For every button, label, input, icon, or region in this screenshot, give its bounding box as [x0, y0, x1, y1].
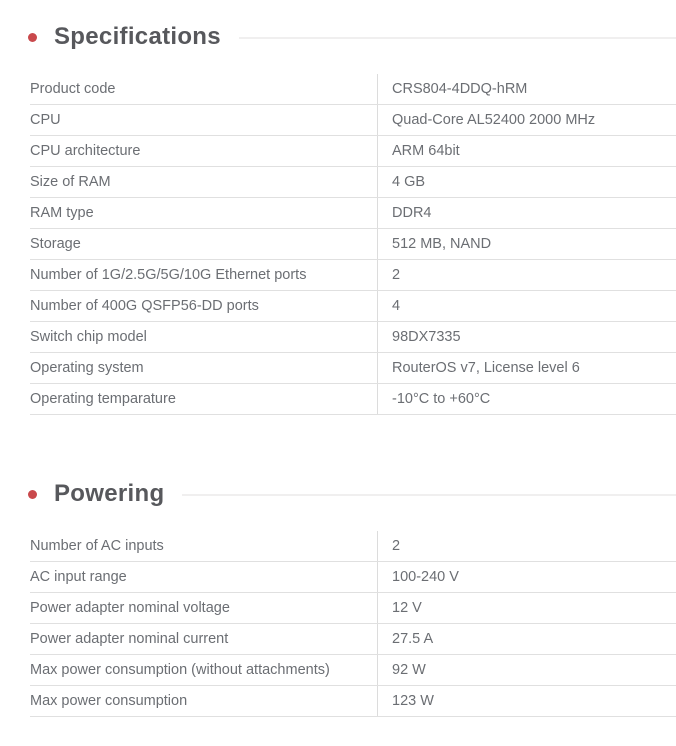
powering-table: [30, 531, 676, 717]
spec-value: 2: [377, 260, 676, 290]
spec-label: Number of AC inputs: [30, 538, 164, 554]
spec-label: CPU: [30, 112, 61, 128]
spec-value: 512 MB, NAND: [377, 229, 676, 259]
table-row: [30, 322, 676, 353]
spec-value: ARM 64bit: [377, 136, 676, 166]
table-row: [30, 167, 676, 198]
spec-value: 98DX7335: [377, 322, 676, 352]
table-row: [30, 562, 676, 593]
table-row: [30, 229, 676, 260]
spec-value: 12 V: [377, 593, 676, 623]
spec-label: Operating temparature: [30, 391, 176, 407]
table-row: [30, 655, 676, 686]
spec-label: Switch chip model: [30, 329, 147, 345]
header-rule: [239, 37, 676, 39]
spec-label: Product code: [30, 81, 116, 97]
table-row: [30, 686, 676, 717]
spec-label: CPU architecture: [30, 143, 141, 159]
spec-label: Max power consumption: [30, 693, 188, 709]
spec-value: Quad-Core AL52400 2000 MHz: [377, 105, 676, 135]
table-row: [30, 593, 676, 624]
spec-value: 2: [377, 531, 676, 561]
table-row: [30, 353, 676, 384]
spec-label: Power adapter nominal voltage: [30, 600, 230, 616]
spec-value: -10°C to +60°C: [377, 384, 676, 414]
spec-label: RAM type: [30, 205, 94, 221]
header-rule: [182, 494, 676, 496]
table-row: [30, 136, 676, 167]
spec-label: AC input range: [30, 569, 127, 585]
spec-value: 123 W: [377, 686, 676, 716]
spec-value: 100-240 V: [377, 562, 676, 592]
bullet-icon: [28, 33, 37, 42]
spec-label: Size of RAM: [30, 174, 111, 190]
powering-section: [0, 479, 676, 717]
spec-value: DDR4: [377, 198, 676, 228]
spec-value: 27.5 A: [377, 624, 676, 654]
table-row: [30, 384, 676, 415]
powering-header: [28, 479, 676, 509]
section-title: Powering: [54, 480, 165, 507]
table-row: [30, 74, 676, 105]
section-title: Specifications: [54, 23, 221, 50]
table-row: [30, 531, 676, 562]
spec-value: 4 GB: [377, 167, 676, 197]
spec-value: 92 W: [377, 655, 676, 685]
spec-label: Power adapter nominal current: [30, 631, 229, 647]
table-row: [30, 291, 676, 322]
bullet-icon: [28, 490, 37, 499]
specifications-table: [30, 74, 676, 415]
table-row: [30, 105, 676, 136]
spec-value: CRS804-4DDQ-hRM: [377, 74, 676, 104]
spec-value: 4: [377, 291, 676, 321]
specifications-header: [28, 22, 676, 52]
spec-value: RouterOS v7, License level 6: [377, 353, 676, 383]
spec-label: Number of 400G QSFP56-DD ports: [30, 298, 259, 314]
spec-label: Max power consumption (without attachments): [30, 662, 330, 678]
table-row: [30, 624, 676, 655]
table-row: [30, 260, 676, 291]
spec-label: Storage: [30, 236, 81, 252]
spec-label: Number of 1G/2.5G/5G/10G Ethernet ports: [30, 267, 307, 283]
table-row: [30, 198, 676, 229]
spec-label: Operating system: [30, 360, 144, 376]
